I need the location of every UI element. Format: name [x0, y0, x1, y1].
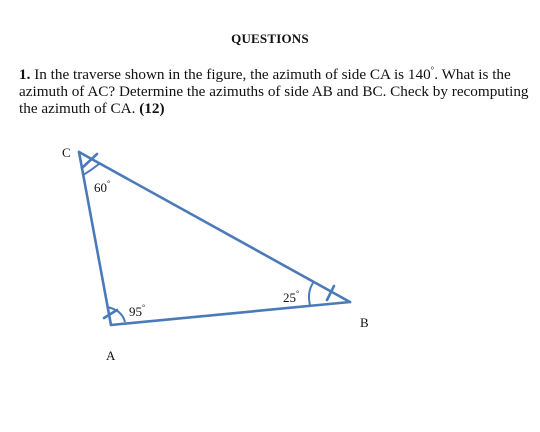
question-line-1-end: . What is the — [434, 66, 511, 84]
angle-a-degree: ° — [142, 303, 146, 312]
angle-b-degree: ° — [296, 289, 300, 298]
angle-c-label — [94, 179, 110, 195]
angle-c-value: 60 — [94, 180, 107, 195]
question-marks: (12) — [139, 100, 165, 118]
vertex-c-label: C — [62, 145, 71, 160]
vertex-a-label: A — [106, 348, 116, 363]
question-line-1-text: In the traverse shown in the figure, the azimuth of side CA is 140 — [30, 66, 431, 84]
question-number: 1. — [19, 66, 31, 84]
side-ab — [111, 302, 350, 325]
section-heading: QUESTIONS — [231, 31, 309, 46]
question-line-3-text: the azimuth of CA. — [19, 100, 140, 118]
angle-b-label — [283, 289, 299, 305]
angle-c-degree: ° — [107, 179, 111, 188]
angle-a-label — [129, 303, 145, 319]
vertex-b-label: B — [360, 315, 369, 330]
side-cb — [79, 152, 350, 302]
side-ca — [79, 152, 111, 325]
question-line-2: azimuth of AC? Determine the azimuths of side AB and BC. Check by recomputing — [19, 83, 529, 101]
angle-a-value: 95 — [129, 304, 142, 319]
angle-arc-b — [309, 283, 313, 305]
degree-symbol: ° — [430, 65, 435, 75]
angle-arcs — [83, 164, 313, 322]
angle-b-value: 25 — [283, 290, 296, 305]
